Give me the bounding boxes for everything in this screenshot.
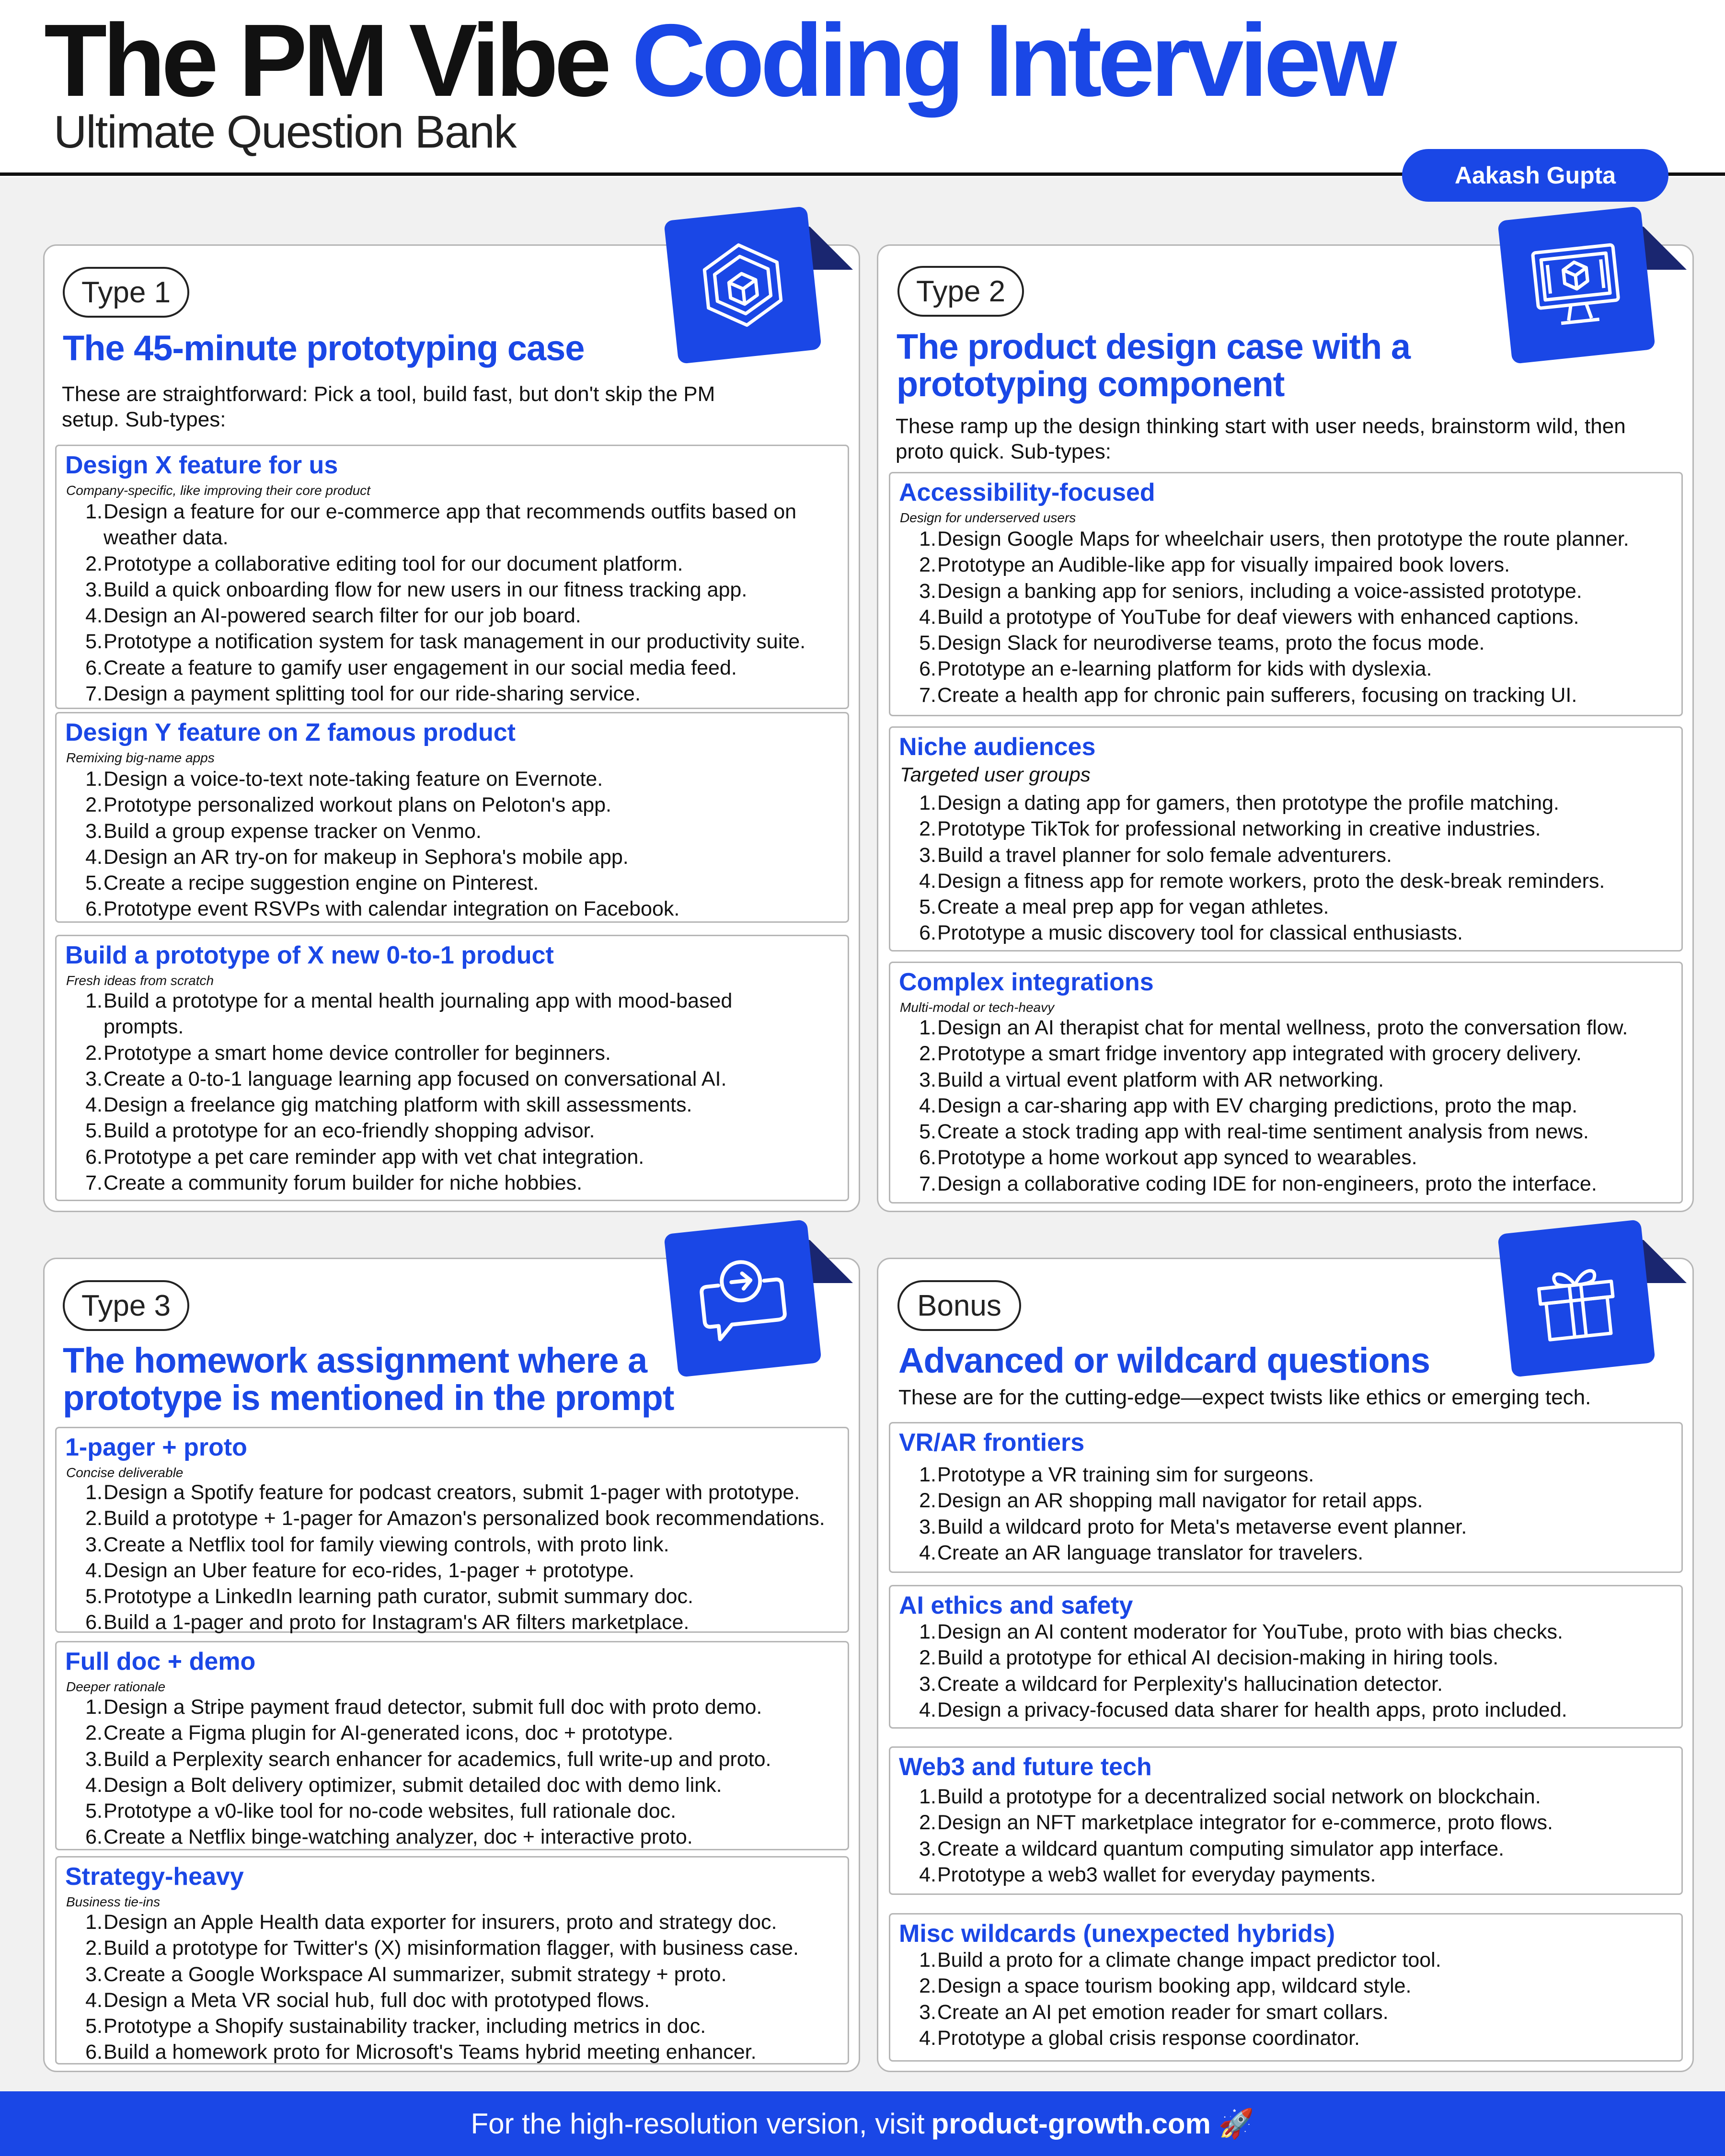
subtype-tag: Deeper rationale xyxy=(66,1679,166,1694)
author-badge: Aakash Gupta xyxy=(1402,149,1668,202)
rocket-icon: 🚀 xyxy=(1218,2108,1254,2140)
list-item: 2. Design an AR shopping mall navigator for retail apps. xyxy=(919,1489,1423,1513)
list-item: 3. Create a wildcard for Perplexity's hallucination detector. xyxy=(919,1672,1443,1696)
list-item: 5. Prototype a LinkedIn learning path curator, submit summary doc. xyxy=(85,1585,693,1608)
subtype-accessibility xyxy=(889,472,1683,716)
subtype-strategy xyxy=(55,1856,849,2064)
subtype-web3 xyxy=(889,1746,1683,1895)
list-item: 4. Design an AI-powered search filter for our job board. xyxy=(85,604,581,628)
list-item: 1. Design Google Maps for wheelchair users, then prototype the route planner. xyxy=(919,528,1629,550)
subtype-heading: Web3 and future tech xyxy=(899,1753,1152,1781)
list-item: 3. Create a wildcard quantum computing simulator app interface. xyxy=(919,1837,1505,1860)
subtype-design-y xyxy=(55,712,849,923)
cube-icon xyxy=(690,232,795,338)
list-item: 6. Prototype a music discovery tool for classical enthusiasts. xyxy=(919,921,1463,945)
list-item: 4. Design a freelance gig matching platform with skill assessments. xyxy=(85,1093,692,1117)
title-black: The PM Vibe xyxy=(44,2,608,118)
list-item: 3. Create a Netflix tool for family viewing controls, with proto link. xyxy=(85,1533,669,1556)
subtype-misc xyxy=(889,1913,1683,2062)
list-item: 3. Build a Perplexity search enhancer for academics, full write-up and proto. xyxy=(85,1747,771,1771)
question-list xyxy=(913,1462,1667,1566)
list-item: 2. Build a prototype for Twitter's (X) misinformation flagger, with business case. xyxy=(85,1937,799,1960)
panel-type-1 xyxy=(43,244,860,1212)
list-item: 4. Create an AR language translator for travelers. xyxy=(919,1541,1364,1564)
list-item: 4. Prototype a global crisis response coordinator. xyxy=(919,2026,1360,2050)
list-item: 4. Design a Meta VR social hub, full doc with prototyped flows. xyxy=(85,1988,650,2012)
subtype-tag: Business tie-ins xyxy=(66,1894,161,1909)
footer-link[interactable]: product-growth.com xyxy=(931,2108,1211,2140)
subtype-tag: Targeted user groups xyxy=(900,763,1091,786)
subtype-heading: Complex integrations xyxy=(899,968,1154,996)
list-item: 1. Design a voice-to-text note-taking feature on Evernote. xyxy=(85,768,603,791)
list-item: 6. Create a feature to gamify user engagement in our social media feed. xyxy=(85,656,737,679)
list-item: 3. Build a quick onboarding flow for new users in our fitness tracking app. xyxy=(85,578,748,601)
list-item: 5. Create a recipe suggestion engine on Pinterest. xyxy=(85,872,539,895)
list-item: 3. Create a Google Workspace AI summarizer, submit strategy + proto. xyxy=(85,1962,727,1986)
subtype-heading: Full doc + demo xyxy=(65,1648,256,1675)
subtype-design-x xyxy=(55,445,849,709)
subtype-heading: Accessibility-focused xyxy=(899,479,1155,506)
list-item: 1. Design a Stripe payment fraud detector, submit full doc with proto demo. xyxy=(85,1696,762,1719)
footer-text: For the high-resolution version, visit xyxy=(471,2108,925,2140)
list-item: 2. Build a prototype + 1-pager for Amazon's personalized book recommendations. xyxy=(85,1507,825,1530)
question-list xyxy=(913,1784,1667,1888)
type1-icon-tile xyxy=(671,213,822,357)
panel-title: Advanced or wildcard questions xyxy=(898,1341,1430,1380)
list-item: 4. Design a privacy-focused data sharer for health apps, proto included. xyxy=(919,1698,1567,1721)
list-item: 2. Design an NFT marketplace integrator for e-commerce, proto flows. xyxy=(919,1811,1553,1835)
list-item: 6. Prototype event RSVPs with calendar integration on Facebook. xyxy=(85,897,680,921)
page-subtitle: Ultimate Question Bank xyxy=(54,106,516,158)
list-item: 1. Design a Spotify feature for podcast creators, submit 1-pager with prototype. xyxy=(85,1481,800,1504)
list-item: 1. Build a proto for a climate change impact predictor tool. xyxy=(919,1949,1441,1972)
list-item: 6. Prototype an e-learning platform for kids with dyslexia. xyxy=(919,657,1432,681)
page-title xyxy=(44,2,1393,118)
subtype-tag: Design for underserved users xyxy=(900,510,1076,525)
list-item: 5. Prototype a Shopify sustainability tracker, including metrics in doc. xyxy=(85,2015,706,2038)
list-item: 2. Prototype a collaborative editing tool for our document platform. xyxy=(85,552,683,575)
list-item: 1. Build a prototype for a mental health journaling app with mood-based prompts. xyxy=(85,989,733,1039)
list-item: 7. Design a payment splitting tool for our ride-sharing service. xyxy=(85,682,641,706)
monitor-cube-icon xyxy=(1524,232,1629,338)
bonus-icon-tile xyxy=(1505,1227,1656,1370)
list-item: 4. Design a car-sharing app with EV charging predictions, proto the map. xyxy=(919,1094,1578,1117)
title-blue: Coding Interview xyxy=(632,2,1393,118)
list-item: 3. Build a virtual event platform with AR networking. xyxy=(919,1068,1384,1091)
subtype-tag: Fresh ideas from scratch xyxy=(66,973,214,988)
panel-bonus xyxy=(877,1258,1694,2072)
subtype-niche xyxy=(889,726,1683,952)
subtype-vr-ar xyxy=(889,1422,1683,1573)
list-item: 2. Prototype personalized workout plans on Peloton's app. xyxy=(85,793,611,817)
list-item: 3. Build a wildcard proto for Meta's metaverse event planner. xyxy=(919,1515,1467,1538)
question-list xyxy=(913,526,1667,708)
subtype-tag: Company-specific, like improving their core product xyxy=(66,483,370,498)
panel-title: The product design case with a prototyping component xyxy=(897,327,1410,404)
list-item: 3. Design a banking app for seniors, including a voice-assisted prototype. xyxy=(919,579,1582,603)
list-item: 3. Create a 0-to-1 language learning app focused on conversational AI. xyxy=(85,1067,727,1090)
list-item: 4. Design an Uber feature for eco-rides, 1-pager + prototype. xyxy=(85,1559,634,1582)
subtype-heading: 1-pager + proto xyxy=(65,1434,247,1461)
list-item: 5. Build a prototype for an eco-friendly shopping advisor. xyxy=(85,1119,595,1143)
list-item: 6. Build a 1-pager and proto for Instagram's AR filters marketplace. xyxy=(85,1611,690,1634)
question-list xyxy=(913,1015,1667,1197)
subtype-heading: Niche audiences xyxy=(899,733,1096,761)
list-item: 6. Build a homework proto for Microsoft's Teams hybrid meeting enhancer. xyxy=(85,2041,757,2064)
list-item: 5. Create a meal prep app for vegan athletes. xyxy=(919,895,1329,919)
subtype-1pager xyxy=(55,1427,849,1633)
list-item: 2. Build a prototype for ethical AI decision-making in hiring tools. xyxy=(919,1646,1499,1670)
footer-banner xyxy=(0,2091,1725,2156)
list-item: 6. Prototype a pet care reminder app with vet chat integration. xyxy=(85,1145,644,1169)
list-item: 1. Design a dating app for gamers, then prototype the profile matching. xyxy=(919,791,1559,814)
panel-title: The 45-minute prototyping case xyxy=(63,328,585,368)
list-item: 1. Design an AI content moderator for YouTube, proto with bias checks. xyxy=(919,1620,1563,1643)
subtype-tag: Remixing big-name apps xyxy=(66,750,215,765)
question-list xyxy=(913,1947,1667,2051)
subtype-build-prototype xyxy=(55,935,849,1201)
list-item: 2. Prototype an Audible-like app for visually impaired book lovers. xyxy=(919,553,1510,577)
list-item: 3. Build a group expense tracker on Venmo. xyxy=(85,819,482,843)
list-item: 1. Prototype a VR training sim for surgeons. xyxy=(919,1463,1314,1486)
subtype-heading: VR/AR frontiers xyxy=(899,1429,1085,1456)
list-item: 7. Design a collaborative coding IDE for non-engineers, proto the interface. xyxy=(919,1172,1597,1195)
list-item: 2. Prototype TikTok for professional networking in creative industries. xyxy=(919,817,1541,841)
subtype-full-doc xyxy=(55,1641,849,1850)
list-item: 4. Prototype a web3 wallet for everyday payments. xyxy=(919,1863,1376,1886)
gift-icon xyxy=(1524,1246,1629,1351)
type-badge: Type 2 xyxy=(897,266,1024,317)
list-item: 1. Build a prototype for a decentralized social network on blockchain. xyxy=(919,1785,1541,1808)
list-item: 5. Prototype a notification system for task management in our productivity suite. xyxy=(85,630,806,654)
panel-description: These ramp up the design thinking start with user needs, brainstorm wild, then proto quick. Sub-types: xyxy=(896,414,1626,463)
list-item: 5. Prototype a v0-like tool for no-code websites, full rationale doc. xyxy=(85,1800,677,1823)
list-item: 6. Create a Netflix binge-watching analyzer, doc + interactive proto. xyxy=(85,1825,693,1849)
list-item: 7. Create a health app for chronic pain sufferers, focusing on tracking UI. xyxy=(919,683,1577,707)
subtype-tag: Concise deliverable xyxy=(66,1465,184,1480)
panel-description: These are straightforward: Pick a tool, build fast, but don't skip the PM setup. Sub-types: xyxy=(62,382,715,431)
question-list xyxy=(913,790,1667,946)
question-list xyxy=(80,1479,833,1636)
subtype-heading: Strategy-heavy xyxy=(65,1863,244,1891)
subtype-heading: Design Y feature on Z famous product xyxy=(65,719,516,746)
list-item: 5. Create a stock trading app with real-time sentiment analysis from news. xyxy=(919,1120,1589,1144)
type-badge: Type 1 xyxy=(63,267,189,318)
subtype-complex xyxy=(889,962,1683,1204)
list-item: 2. Prototype a smart home device controller for beginners. xyxy=(85,1041,611,1065)
subtype-heading: Misc wildcards (unexpected hybrids) xyxy=(899,1920,1335,1948)
type2-icon-tile xyxy=(1505,213,1656,357)
list-item: 4. Design a Bolt delivery optimizer, submit detailed doc with demo link. xyxy=(85,1773,722,1797)
panel-type-3 xyxy=(43,1258,860,2072)
list-item: 3. Build a travel planner for solo female adventurers. xyxy=(919,843,1392,867)
question-list xyxy=(913,1619,1667,1723)
question-list xyxy=(80,766,833,922)
type-badge: Bonus xyxy=(897,1280,1021,1331)
list-item: 2. Prototype a smart fridge inventory app integrated with grocery delivery. xyxy=(919,1042,1582,1066)
panel-title: The homework assignment where a prototype is mentioned in the prompt xyxy=(63,1341,674,1418)
list-item: 1. Design an AI therapist chat for mental wellness, proto the conversation flow. xyxy=(919,1016,1628,1039)
list-item: 1. Design a feature for our e-commerce app that recommends outfits based on weather data. xyxy=(85,500,797,550)
list-item: 3. Create an AI pet emotion reader for smart collars. xyxy=(919,2000,1389,2024)
subtype-heading: Build a prototype of X new 0-to-1 product xyxy=(65,941,554,969)
subtype-heading: Design X feature for us xyxy=(65,451,338,479)
panel-type-2 xyxy=(877,244,1694,1212)
question-list xyxy=(80,1909,833,2065)
type3-icon-tile xyxy=(671,1227,822,1370)
list-item: 7. Create a community forum builder for niche hobbies. xyxy=(85,1171,583,1195)
list-item: 5. Design Slack for neurodiverse teams, proto the focus mode. xyxy=(919,631,1485,655)
question-list xyxy=(80,1694,833,1850)
list-item: 6. Prototype a home workout app synced to wearables. xyxy=(919,1146,1417,1170)
subtype-tag: Multi-modal or tech-heavy xyxy=(900,1000,1055,1015)
list-item: 2. Create a Figma plugin for AI-generated icons, doc + prototype. xyxy=(85,1721,674,1745)
type-badge: Type 3 xyxy=(63,1280,189,1331)
list-item: 1. Design an Apple Health data exporter for insurers, proto and strategy doc. xyxy=(85,1911,777,1934)
list-item: 4. Build a prototype of YouTube for deaf viewers with enhanced captions. xyxy=(919,605,1579,629)
list-item: 2. Design a space tourism booking app, wildcard style. xyxy=(919,1974,1412,1998)
subtype-heading: AI ethics and safety xyxy=(899,1592,1133,1619)
question-list xyxy=(80,988,833,1196)
subtype-ai-ethics xyxy=(889,1585,1683,1729)
question-list xyxy=(80,499,833,707)
list-item: 4. Design an AR try-on for makeup in Sephora's mobile app. xyxy=(85,845,629,869)
chat-arrow-icon xyxy=(690,1246,795,1351)
panel-description: These are for the cutting-edge—expect twists like ethics or emerging tech. xyxy=(898,1386,1591,1409)
list-item: 4. Design a fitness app for remote workers, proto the desk-break reminders. xyxy=(919,869,1605,893)
